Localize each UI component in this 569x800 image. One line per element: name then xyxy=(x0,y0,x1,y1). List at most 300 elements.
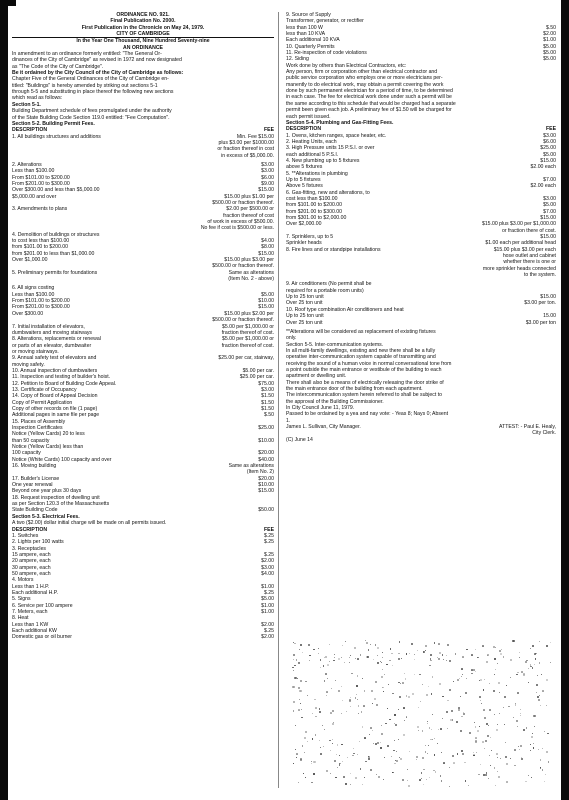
item-fee: $6.00 xyxy=(543,138,556,145)
line-text: which read as follows: xyxy=(12,95,63,102)
line-text: done by such permanent electrician for a period of time, to be determined xyxy=(286,88,453,95)
scan-speck xyxy=(417,726,419,728)
scan-speck xyxy=(528,682,529,683)
scan-speck xyxy=(544,781,545,782)
item-fee: whether there is one or xyxy=(503,259,556,266)
item-fee: $10.00 xyxy=(258,298,274,305)
item-fee: $5.00 xyxy=(543,151,556,158)
scan-speck xyxy=(487,735,488,736)
scan-speck xyxy=(334,654,335,655)
line-text: A two ($2.00) dollar initial charge will be made on all permits issued. xyxy=(12,520,167,527)
scan-speck xyxy=(375,681,377,683)
scan-speck xyxy=(389,660,391,662)
item-fee: $2.00 each xyxy=(530,183,556,190)
scan-speck xyxy=(427,753,429,755)
item-fee: ATTEST: - Paul E. Healy, xyxy=(499,424,556,430)
scan-speck xyxy=(322,725,323,726)
scan-speck xyxy=(365,640,366,641)
scan-speck xyxy=(486,661,488,663)
scan-speck xyxy=(343,776,345,778)
scan-speck xyxy=(439,683,441,685)
item-fee: Min. Fee $15.00 xyxy=(236,133,274,140)
scan-speck xyxy=(294,665,295,666)
item-fee: FEE xyxy=(264,526,274,533)
scan-speck xyxy=(347,757,348,758)
item-description: 10. Quarterly Permits xyxy=(286,43,335,50)
item-fee: of work in excess of $500.00. xyxy=(207,219,274,225)
scan-speck xyxy=(330,773,332,775)
scan-speck xyxy=(382,652,383,653)
line-text: public service corporation who employs one or more electricians per- xyxy=(286,75,443,82)
scan-speck xyxy=(544,731,545,732)
scan-speck xyxy=(514,749,516,751)
scan-speck xyxy=(324,680,325,681)
scan-speck xyxy=(429,777,430,778)
scan-speck xyxy=(516,720,518,722)
scan-speck xyxy=(396,760,398,762)
scan-speck xyxy=(494,658,495,659)
scan-speck xyxy=(466,678,467,679)
scan-speck xyxy=(497,724,498,725)
scan-speck xyxy=(352,755,354,757)
item-description: 8. Fire lines and or standpipe installations xyxy=(286,246,381,253)
scan-speck xyxy=(534,726,535,727)
scan-speck xyxy=(319,708,320,709)
item-description: 5. Signs xyxy=(12,596,31,603)
scan-speck xyxy=(395,724,397,726)
item-description: Beyond one year plus 30 days xyxy=(12,488,82,495)
scan-speck xyxy=(330,750,331,751)
scan-speck xyxy=(426,694,428,696)
scan-speck xyxy=(533,743,534,744)
scan-speck xyxy=(323,746,324,747)
item-fee: $50.00 xyxy=(258,507,274,514)
scan-speck xyxy=(344,662,345,663)
scan-speck xyxy=(525,781,526,782)
item-fee: FEE xyxy=(264,127,274,134)
item-description: 7. Meters, each xyxy=(12,608,48,615)
scan-speck xyxy=(459,678,460,679)
item-fee: $20.00 xyxy=(258,450,274,457)
item-fee: fraction thereof of cost. xyxy=(221,342,274,349)
scan-speck xyxy=(389,719,390,720)
item-description: Over 25 ton unit xyxy=(286,300,323,307)
scan-speck xyxy=(309,655,310,656)
scan-speck xyxy=(434,738,435,739)
item-description: 3. Receptacles xyxy=(12,545,47,552)
scan-speck xyxy=(495,785,496,786)
scan-speck xyxy=(441,780,442,781)
item-description: 4. Demolition of buildings or structures xyxy=(12,231,100,238)
scan-speck xyxy=(518,746,519,747)
item-description: moving safety. xyxy=(12,361,45,368)
scan-speck xyxy=(495,647,496,648)
item-fee: $2.00 xyxy=(261,621,274,628)
line-text: Section 5-5. Inter-communication systems. xyxy=(286,341,384,348)
scan-speck xyxy=(461,716,462,717)
scan-speck xyxy=(349,657,350,658)
scan-speck xyxy=(382,669,383,670)
item-description: From $201.00 to $300.00 xyxy=(12,304,70,311)
scan-speck xyxy=(385,723,387,725)
scan-speck xyxy=(473,754,475,756)
line-text: of the State Building Code Section 119.0 entitled: "Fee Computation". xyxy=(12,114,170,121)
right-column xyxy=(286,12,556,443)
scan-speck xyxy=(418,707,419,708)
scan-speck xyxy=(398,709,399,710)
scan-speck xyxy=(406,695,407,696)
scan-speck xyxy=(375,743,377,745)
scan-speck xyxy=(305,731,307,733)
item-description: from $101.00 to $200.00 xyxy=(12,244,69,251)
scan-speck xyxy=(533,715,535,717)
scan-speck xyxy=(391,756,392,757)
item-fee: $.25 xyxy=(263,551,274,558)
scan-speck xyxy=(294,677,296,679)
scan-speck xyxy=(498,682,500,684)
line-text: Be it ordained by the City Council of the City of Cambridge as follows: xyxy=(12,70,184,77)
scan-speck xyxy=(422,730,424,732)
scan-speck xyxy=(332,743,333,744)
scan-speck xyxy=(377,742,379,744)
scan-speck xyxy=(298,782,299,783)
item-description: Over $2,000.00 xyxy=(286,221,322,228)
item-description: Sprinkler heads xyxy=(286,240,322,247)
item-description: 6. Service per 100 ampere xyxy=(12,602,73,609)
scan-speck xyxy=(341,713,342,714)
item-fee: $40.00 xyxy=(258,456,274,463)
item-fee: $5.00 per $1,000.00 or xyxy=(221,323,274,330)
scan-speck xyxy=(488,778,489,779)
scan-speck xyxy=(299,699,301,701)
scan-speck xyxy=(295,749,296,750)
item-description: Additional pages in same file per page xyxy=(12,412,100,419)
item-fee: (Item No. 2 - above) xyxy=(228,276,274,283)
scan-speck xyxy=(377,647,379,649)
scan-speck xyxy=(293,710,295,712)
scan-speck xyxy=(460,730,462,732)
item-fee: $15.00 xyxy=(540,157,556,164)
line-text: Chapter Five of the General Ordinances of the City of Cambridge en- xyxy=(12,76,169,83)
scan-speck xyxy=(382,657,383,658)
scan-speck xyxy=(428,745,429,746)
scan-speck xyxy=(404,673,405,674)
scan-speck xyxy=(451,710,453,712)
scan-speck xyxy=(301,717,303,719)
scan-speck xyxy=(487,655,488,656)
item-description: 10. Annual inspection of dumbwaiters xyxy=(12,367,98,374)
scan-speck xyxy=(496,753,498,755)
scan-speck xyxy=(493,690,494,691)
scan-speck xyxy=(435,771,436,772)
scan-speck xyxy=(377,662,378,663)
item-description: 9. Source of Supply xyxy=(286,12,331,18)
scan-speck xyxy=(356,694,357,695)
scan-speck xyxy=(516,674,518,676)
scan-speck xyxy=(464,762,465,763)
text-line xyxy=(12,634,274,640)
item-fee: $15.00 plus $3.00 per each xyxy=(493,246,556,253)
scan-speck xyxy=(442,718,443,719)
scan-speck xyxy=(531,736,532,737)
scan-speck xyxy=(341,657,342,658)
scan-speck xyxy=(510,659,512,661)
item-description: 7. Initial installation of elevators, xyxy=(12,323,85,330)
scan-speck xyxy=(378,776,380,778)
item-fee: $3.00 xyxy=(543,195,556,202)
item-description: Less than $100.00 xyxy=(12,291,55,298)
scan-speck xyxy=(418,730,419,731)
scan-speck xyxy=(318,653,320,655)
scan-speck xyxy=(394,714,395,715)
scan-speck xyxy=(439,652,441,654)
item-description: 7. Sprinklers, up to 5 xyxy=(286,234,334,241)
item-description: above 5 fixtures xyxy=(286,164,323,171)
scan-speck xyxy=(315,707,317,709)
scan-speck xyxy=(443,659,444,660)
scan-speck xyxy=(416,756,418,758)
scan-speck xyxy=(376,774,377,775)
scan-speck xyxy=(490,765,491,766)
scan-speck xyxy=(303,773,304,774)
scan-speck xyxy=(307,741,308,742)
scan-speck xyxy=(499,713,500,714)
scan-speck xyxy=(293,654,295,656)
scan-speck xyxy=(442,654,443,655)
scan-speck xyxy=(293,659,294,660)
line-text: Section 5-2. Building Permit Fees. xyxy=(12,120,95,127)
scan-speck xyxy=(446,660,447,661)
scan-speck xyxy=(372,703,373,704)
scan-speck xyxy=(292,667,294,669)
scan-speck xyxy=(530,744,531,745)
scan-speck xyxy=(519,749,520,750)
scan-speck xyxy=(477,730,479,732)
scan-speck xyxy=(540,759,542,761)
scan-speck xyxy=(432,739,433,740)
item-description: 13. Certificate of Occupancy xyxy=(12,386,77,393)
line-text: Section 5-3. Electrical Fees. xyxy=(12,513,80,520)
scan-speck xyxy=(437,743,438,744)
item-description: 10. Roof type combination Air conditioners and heat xyxy=(286,306,404,313)
scan-speck xyxy=(504,696,506,698)
item-fee: fraction thereof of cost xyxy=(223,212,274,219)
scan-speck xyxy=(354,647,355,648)
scan-speck xyxy=(342,645,343,646)
scan-speck xyxy=(498,776,500,778)
scan-speck xyxy=(485,740,487,742)
item-description: 18. Request inspection of dwelling unit xyxy=(12,494,100,501)
scan-speck xyxy=(357,675,358,676)
line-text: only. xyxy=(286,335,297,342)
item-fee: $5.00 xyxy=(261,291,274,298)
scan-speck xyxy=(391,653,393,655)
item-fee: $1.00 xyxy=(261,583,274,590)
scan-speck xyxy=(500,653,502,655)
item-fee: 15.00 xyxy=(543,313,556,320)
item-fee: or fraction thereof in cost xyxy=(217,146,274,153)
scan-speck xyxy=(353,748,354,749)
scan-speck xyxy=(341,686,342,687)
item-fee: (Item No. 2) xyxy=(246,469,274,476)
scan-speck xyxy=(490,737,491,738)
scan-speck xyxy=(478,657,479,658)
item-fee: $5.00 xyxy=(261,596,274,603)
scan-speck xyxy=(298,709,300,711)
line-text: manently to do electrical work, may obtain a permit covering the work xyxy=(286,81,444,88)
scan-speck xyxy=(408,696,409,697)
line-text: Passed to be ordained by a yea and nay vote: - Yeas 8; Nays 0; Absent xyxy=(286,411,449,418)
scan-speck xyxy=(383,687,384,688)
scan-speck xyxy=(296,659,298,661)
line-text: AN ORDINANCE xyxy=(123,44,163,51)
scan-speck xyxy=(398,653,400,655)
item-description: Less than $100.00 xyxy=(12,168,55,175)
scan-speck xyxy=(409,751,410,752)
item-description: 8. Heat xyxy=(12,615,29,622)
scan-speck xyxy=(546,751,548,753)
scan-speck xyxy=(446,655,447,656)
scan-speck xyxy=(373,659,374,660)
scan-speck xyxy=(293,763,294,764)
item-description: Notice (White Cards) 100 capacity and over xyxy=(12,456,112,463)
scan-speck xyxy=(332,710,333,711)
scan-speck xyxy=(421,772,423,774)
scan-noise-area xyxy=(292,640,554,790)
scan-speck xyxy=(427,723,428,724)
scan-speck xyxy=(510,677,511,678)
scan-speck xyxy=(528,775,529,776)
scan-speck xyxy=(550,642,551,643)
scan-speck xyxy=(414,654,415,655)
scan-speck xyxy=(423,784,424,785)
scan-speck xyxy=(376,704,378,706)
item-fee: $5.00 xyxy=(543,43,556,50)
text-line xyxy=(286,437,556,443)
scan-speck xyxy=(432,714,433,715)
scan-speck xyxy=(530,648,531,649)
scan-speck xyxy=(479,726,480,727)
scan-speck xyxy=(462,674,463,675)
scan-speck xyxy=(420,701,421,702)
scan-speck xyxy=(293,642,294,643)
scan-speck xyxy=(461,750,463,752)
scan-speck xyxy=(329,644,331,646)
item-description: or parts of an elevator, dumbwaiter xyxy=(12,342,92,349)
scan-speck xyxy=(465,692,467,694)
scan-speck xyxy=(400,758,402,760)
scan-speck xyxy=(449,786,450,787)
scan-speck xyxy=(426,779,427,780)
item-description: less than 10 KVA xyxy=(286,31,326,38)
scan-speck xyxy=(390,648,391,649)
scan-speck xyxy=(503,656,505,658)
scan-speck xyxy=(319,711,321,713)
scan-speck xyxy=(431,729,432,730)
item-description: Copy of Permit Application xyxy=(12,399,73,406)
scan-speck xyxy=(302,652,303,653)
item-fee: $25.00 xyxy=(540,145,556,152)
item-description: Each additional KW xyxy=(12,628,57,634)
scan-speck xyxy=(374,698,376,700)
scan-speck xyxy=(302,745,304,747)
scan-speck xyxy=(356,685,357,686)
line-text: Any person, firm or corporation other than electrical contractor and xyxy=(286,69,438,76)
scan-speck xyxy=(545,774,546,775)
scan-speck xyxy=(508,706,509,707)
scan-speck xyxy=(398,658,400,660)
scan-speck xyxy=(484,717,486,719)
item-description: dumbwaiters and moving stairways xyxy=(12,329,92,336)
scan-speck xyxy=(326,695,328,697)
item-description: Over $1,000.00 xyxy=(12,257,48,264)
scan-speck xyxy=(299,690,301,692)
item-description: Each additional H.P. xyxy=(12,589,58,596)
scan-speck xyxy=(534,664,535,665)
scan-speck xyxy=(401,658,402,659)
scan-speck xyxy=(318,648,319,649)
scan-speck xyxy=(364,737,366,739)
scan-speck xyxy=(546,705,547,706)
line-text: Building Department schedule of fees promulgated under the authority xyxy=(12,108,172,115)
item-description: DESCRIPTION xyxy=(12,526,48,533)
scan-speck xyxy=(499,692,500,693)
item-description: (C) June 14 xyxy=(286,436,313,443)
scan-speck xyxy=(367,656,369,658)
scan-speck xyxy=(429,665,430,666)
scan-speck xyxy=(404,720,405,721)
item-description: 12. Petition to Board of Building Code Appeal. xyxy=(12,380,117,387)
item-fee: $1.00 xyxy=(261,608,274,615)
scan-speck xyxy=(407,769,408,770)
scan-speck xyxy=(525,661,527,663)
item-fee: in excess of $5,000.00. xyxy=(221,152,274,159)
line-text: ORDINANCE NO. 921. xyxy=(116,12,170,18)
scan-speck xyxy=(453,681,454,682)
item-fee: $5.00 xyxy=(543,202,556,209)
scan-speck xyxy=(488,725,489,726)
scan-speck xyxy=(315,734,316,735)
scan-speck xyxy=(494,767,496,769)
item-fee: Same as alterations xyxy=(228,269,274,276)
line-text: each permit issued. xyxy=(286,113,331,120)
scan-speck xyxy=(313,649,315,651)
line-text: the approval of the Building Commissioner. xyxy=(286,398,384,405)
item-fee: $15.00 xyxy=(258,187,274,194)
scan-speck xyxy=(384,674,385,675)
scan-speck xyxy=(381,725,382,726)
item-fee: $.25 xyxy=(263,532,274,539)
scan-speck xyxy=(456,721,458,723)
scan-speck xyxy=(519,652,520,653)
scan-speck xyxy=(548,761,550,763)
scan-speck xyxy=(395,760,396,761)
item-fee: No fee if cost is $500.00 or less. xyxy=(200,225,274,232)
item-fee: to the system. xyxy=(524,272,556,279)
scan-speck xyxy=(320,753,322,755)
scan-speck xyxy=(471,654,473,656)
item-fee: $1.00 xyxy=(543,37,556,44)
scan-speck xyxy=(461,676,462,677)
scan-speck xyxy=(485,774,487,776)
scan-speck xyxy=(304,737,306,739)
scan-speck xyxy=(394,763,396,765)
item-fee: $15.00 xyxy=(258,304,274,311)
scan-speck xyxy=(419,779,421,781)
scan-speck xyxy=(536,692,537,693)
scan-speck xyxy=(513,717,514,718)
scan-speck xyxy=(483,689,484,690)
